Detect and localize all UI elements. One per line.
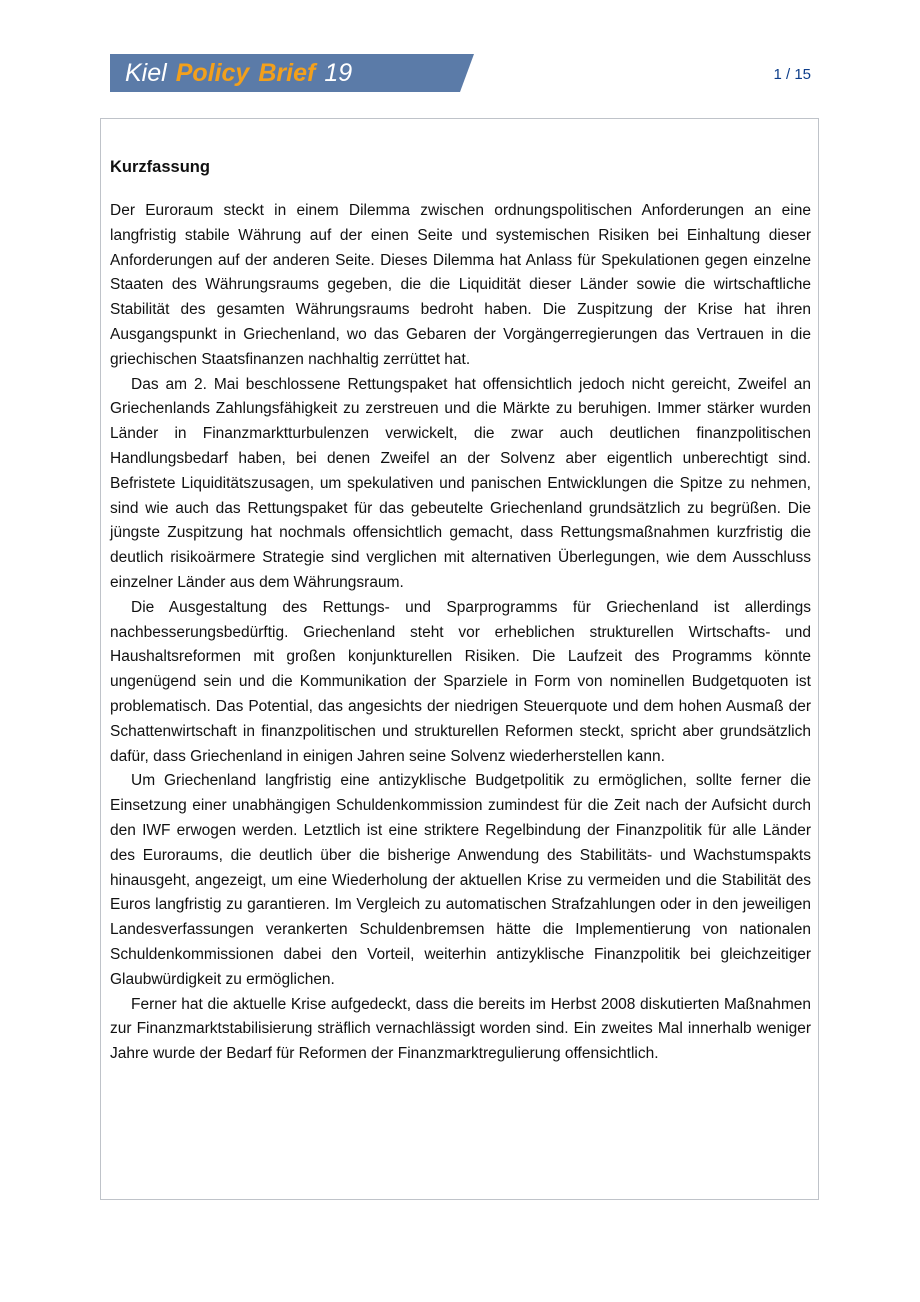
policy-brief-banner: [110, 54, 475, 92]
paragraph-2: Das am 2. Mai beschlossene Rettungspaket hat offensichtlich jedoch nicht gereicht, Zweifel an Griechenlands Zahlungsfähigkeit zu zerstreuen und die Märkte zu beruhigen. Immer stärker wurden Länder in Finanzmarktturbulenzen verwickelt, die zwar auch deutlichen finanzpolitischen Handlungsbedarf haben, bei denen Zweifel an der Solvenz aber eigentlich unberechtigt sind. Befristete Liquiditätszusagen, um spekulativen und panischen Entwicklungen die Spitze zu nehmen, sind wie auch das Rettungspaket für das gebeutelte Griechenland grundsätzlich zu begrüßen. Die jüngste Zuspitzung hat nochmals offensichtlich gemacht, dass Rettungsmaßnahmen kurzfristig die deutlich risikoärmere Strategie sind verglichen mit alternativen Überlegungen, wie dem Ausschluss einzelner Länder aus dem Währungsraum.: [110, 375, 811, 591]
banner-word-policy: Policy: [175, 59, 250, 87]
paragraph-3: Die Ausgestaltung des Rettungs- und Sparprogramms für Griechenland ist allerdings nachbesserungsbedürftig. Griechenland steht vor erheblichen strukturellen Wirtschafts- und Haushaltsreformen mit großen konjunkturellen Risiken. Die Laufzeit des Programms könnte ungenügend sein und die Kommunikation der Sparziele in Form von nominellen Budgetquoten ist problematisch. Das Potential, das angesichts der niedrigen Steuerquote und dem hohen Ausmaß der Schattenwirtschaft in finanzpolitischen und strukturellen Reformen steckt, spricht aber grundsätzlich dafür, dass Griechenland in einigen Jahren seine Solvenz wiederherstellen kann.: [110, 598, 811, 765]
page-indicator: 1 / 15: [773, 66, 811, 83]
banner-word-kiel: Kiel: [125, 59, 167, 87]
section-title: Kurzfassung: [110, 158, 210, 176]
paragraph-1: Der Euroraum steckt in einem Dilemma zwischen ordnungspolitischen Anforderungen an eine langfristig stabile Währung auf der einen Seite und systemischen Risiken bei Einhaltung dieser Anforderungen auf der anderen Seite. Dieses Dilemma hat Anlass für Spekulationen gegen einzelne Staaten des Währungsraums gegeben, die die Liquidität dieser Länder sowie die wirtschaftliche Stabilität des gesamten Währungsraums bedroht haben. Die Zuspitzung der Krise hat ihren Ausgangspunkt in Griechenland, wo das Gebaren der Vorgängerregierungen das Vertrauen in die griechischen Staatsfinanzen nachhaltig zerrüttet hat.: [110, 202, 811, 368]
paragraph-5: Ferner hat die aktuelle Krise aufgedeckt, dass die bereits im Herbst 2008 diskutierten Maßnahmen zur Finanzmarktstabilisierung sträflich vernachlässigt worden sind. Ein zweites Mal innerhalb weniger Jahre wurde der Bedarf für Reformen der Finanzmarktregulierung offensichtlich.: [110, 995, 811, 1063]
banner-title: [125, 58, 352, 88]
banner-tip: [460, 54, 474, 92]
summary-section: [110, 155, 811, 1067]
banner-word-brief: Brief: [258, 59, 316, 87]
paragraph-4: Um Griechenland langfristig eine antizyklische Budgetpolitik zu ermöglichen, sollte ferner die Einsetzung einer unabhängigen Schuldenkommission zumindest für die Zeit nach der Aufsicht durch den IWF erwogen werden. Letztlich ist eine striktere Regelbindung der Finanzpolitik für alle Länder des Euroraums, die deutlich über die bisherige Anwendung des Stabilitäts- und Wachstumspakts hinausgeht, angezeigt, um eine Wiederholung der aktuellen Krise zu vermeiden und die Stabilität des Euros langfristig zu garantieren. Im Vergleich zu automatischen Strafzahlungen oder in den jeweiligen Landesverfassungen verankerten Schuldenbremsen hätte die Implementierung von nationalen Schuldenkommissionen dabei den Vorteil, weiterhin antizyklische Finanzpolitik bei gleichzeitiger Glaubwürdigkeit zu ermöglichen.: [110, 772, 811, 988]
banner-issue-number: 19: [324, 59, 353, 87]
